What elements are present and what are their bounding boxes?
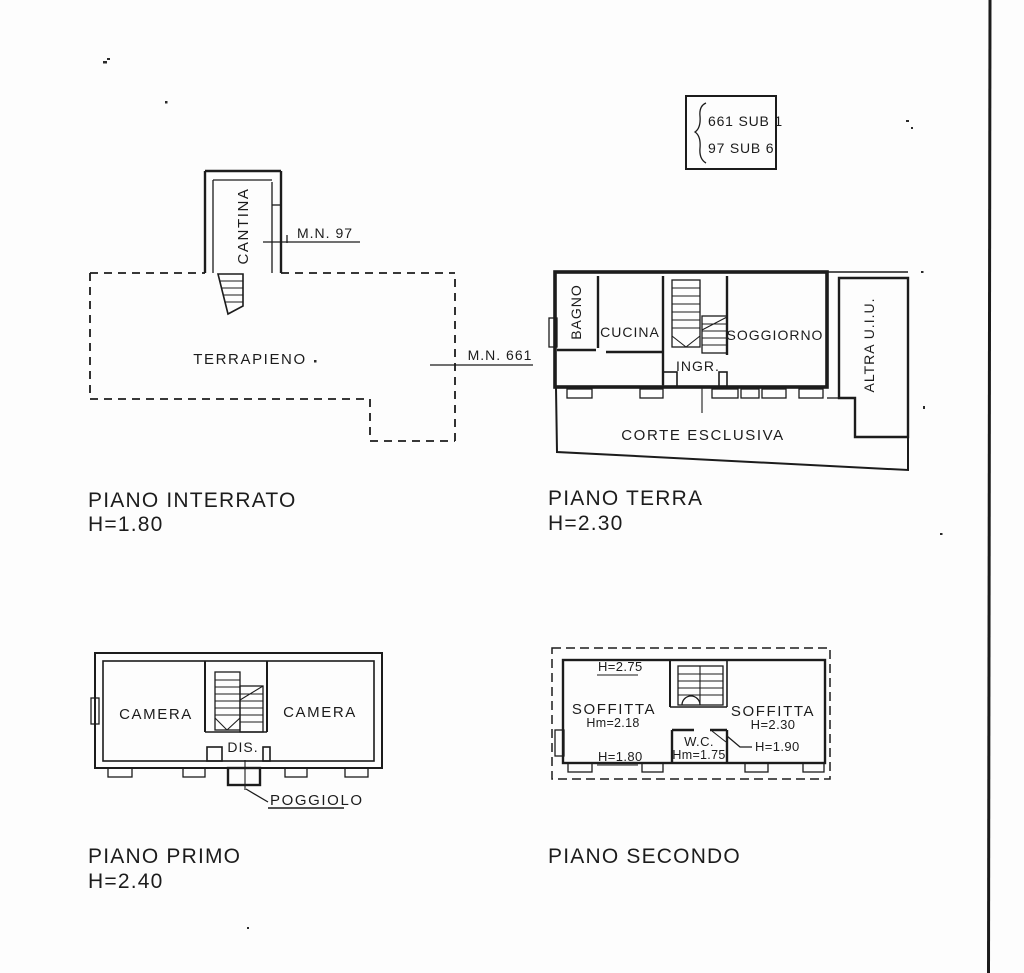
- terra-staircase: [672, 280, 727, 353]
- curly-brace-glyph: [695, 103, 706, 163]
- floor-title-secondo: PIANO SECONDO: [548, 845, 741, 868]
- room-label-terrapieno: TERRAPIENO: [193, 351, 307, 368]
- cantina-room: [205, 171, 281, 273]
- room-label-dis: DIS.: [227, 739, 259, 755]
- room-label-wc: W.C.: [684, 734, 714, 749]
- secondo-staircase: [670, 660, 727, 707]
- height-label-hm175: Hm=1.75: [672, 748, 726, 762]
- piano-interrato-plan: [88, 171, 533, 536]
- terra-entrance-detail: [663, 372, 727, 413]
- soffitta-left-labels: [572, 659, 656, 765]
- room-label-poggiolo: POGGIOLO: [270, 792, 364, 809]
- altra-uiu-unit: [827, 278, 908, 437]
- mn97-callout: [263, 225, 360, 243]
- h190-leader-line: [727, 736, 752, 747]
- subaltern-legend-box: [686, 96, 783, 169]
- floor-height-interrato: H=1.80: [88, 513, 164, 536]
- soffitta-right-labels: [727, 703, 815, 754]
- room-label-soffitta-left: SOFFITTA: [571, 701, 657, 718]
- mn661-label: M.N. 661: [467, 347, 533, 363]
- page-edge-scan-line: [989, 0, 991, 973]
- room-label-cantina: CANTINA: [235, 187, 252, 265]
- room-label-ingresso: INGR.: [676, 358, 720, 374]
- piano-secondo-plan: [548, 648, 830, 868]
- scan-artifacts: [103, 0, 990, 973]
- primo-staircase: [205, 661, 267, 732]
- height-label-180: H=1.80: [598, 749, 643, 764]
- floor-title-terra: PIANO TERRA: [548, 487, 704, 510]
- room-label-cucina: CUCINA: [600, 324, 660, 340]
- room-label-soggiorno: SOGGIORNO: [726, 327, 824, 343]
- height-label-hm218: Hm=2.18: [586, 716, 640, 730]
- cantina-staircase: [218, 274, 243, 314]
- floor-height-terra: H=2.30: [548, 512, 624, 535]
- height-label-275: H=2.75: [598, 659, 643, 674]
- mn97-label: M.N. 97: [297, 225, 354, 241]
- legend-border: [686, 96, 776, 169]
- legend-line-2: 97 SUB 6: [708, 140, 775, 156]
- wc-room: [672, 730, 727, 763]
- room-label-camera-left: CAMERA: [119, 706, 193, 723]
- room-label-bagno: BAGNO: [568, 284, 584, 340]
- floor-height-primo: H=2.40: [88, 870, 164, 893]
- floor-title-interrato: PIANO INTERRATO: [88, 489, 297, 512]
- room-label-corte: CORTE ESCLUSIVA: [621, 427, 785, 444]
- piano-terra-plan: [548, 272, 908, 535]
- terrapieno-region: [90, 273, 455, 441]
- room-label-soffitta-right: SOFFITTA: [730, 703, 816, 720]
- legend-line-1: 661 SUB 1: [708, 113, 783, 129]
- floor-title-primo: PIANO PRIMO: [88, 845, 242, 868]
- room-label-camera-right: CAMERA: [283, 704, 357, 721]
- height-label-190: H=1.90: [755, 739, 800, 754]
- mn661-callout: [430, 347, 533, 365]
- room-label-altra-uiu: ALTRA U.I.U.: [861, 297, 877, 393]
- piano-primo-plan: [88, 653, 382, 893]
- height-label-230: H=2.30: [750, 717, 796, 732]
